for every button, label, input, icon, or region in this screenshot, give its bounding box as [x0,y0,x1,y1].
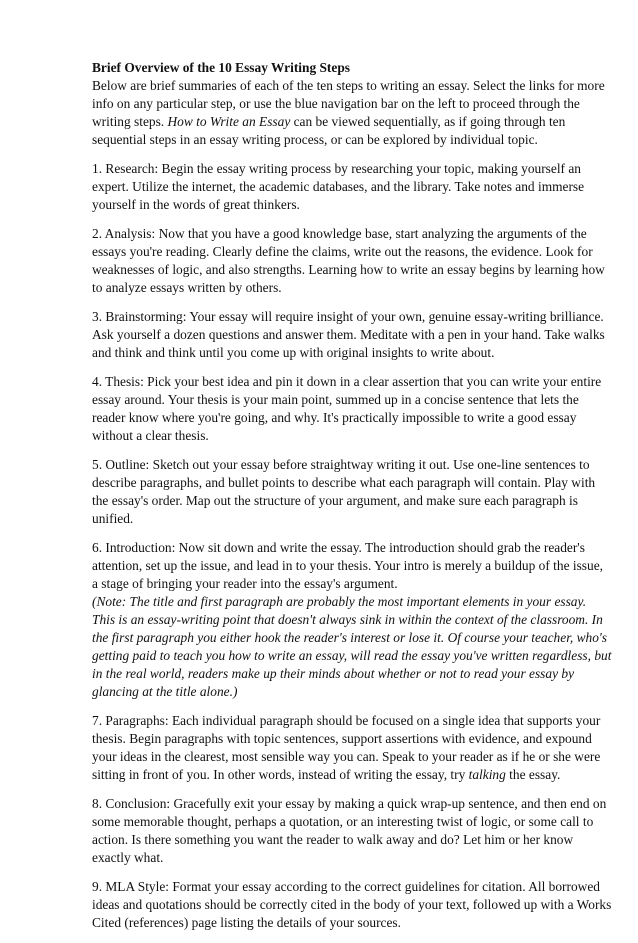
text-line: 7. Paragraphs: Each individual paragraph should be focused on a single idea that supports your [92,713,601,728]
note-line: This is an essay-writing point that doesn't always sink in within the context of the classroom. In [92,612,603,627]
text-line: describe paragraphs, and bullet points to describe what each paragraph will contain. Play with [92,475,596,490]
text-line: reader know where you're going, and why. It's practically impossible to write a good essay [92,410,577,425]
step-mla-style [92,878,612,932]
text-line: 8. Conclusion: Gracefully exit your essay by making a quick wrap-up sentence, and then end on [92,796,607,811]
note-line: getting paid to teach you how to write an essay, will read the essay you've written regardless, but [92,648,612,663]
text-line: expert. Utilize the internet, the academic databases, and the library. Take notes and immerse [92,179,585,194]
text-line: thesis. Begin paragraphs with topic sentences, support assertions with evidence, and expound [92,731,592,746]
note-line: glancing at the title alone.) [92,684,238,699]
text-line: 6. Introduction: Now sit down and write the essay. The introduction should grab the reader's [92,540,585,555]
text-line: Cited (references) page listing the details of your sources. [92,915,401,930]
intro-paragraph [92,77,612,149]
text-line: 2. Analysis: Now that you have a good knowledge base, start analyzing the arguments of the [92,226,587,241]
text-line: essay around. Your thesis is your main point, summed up in a concise sentence that lets the [92,392,579,407]
talking-emphasis: talking [468,767,506,782]
step-brainstorming [92,308,612,362]
step-thesis [92,373,612,445]
text-line [92,766,612,784]
text-line: attention, set up the issue, and lead in to your thesis. Your intro is merely a buildup of the issue, [92,558,604,573]
text-line: info on any particular step, or use the blue navigation bar on the left to proceed through the [92,96,580,111]
text-line: Ask yourself a dozen questions and answer them. Meditate with a pen in your hand. Take walks [92,327,605,342]
text-line: and think and think until you come up with original insights to write about. [92,345,495,360]
note-line: the first paragraph you either hook the reader's interest or lose it. Of course your teacher, who's [92,630,608,645]
text-line: a stage of bringing your reader into the essay's argument. [92,576,398,591]
text-line [92,113,612,131]
text-line: essays you're reading. Clearly define the claims, write out the reasons, the evidence. Look for [92,244,593,259]
text-fragment: can be viewed sequentially, as if going through ten [290,114,566,129]
step-paragraphs [92,712,612,784]
text-fragment: the essay. [505,767,561,782]
text-line: Below are brief summaries of each of the ten steps to writing an essay. Select the links for more [92,78,605,93]
text-line: action. Is there something you want the reader to walk away and do? Let him or her know [92,832,574,847]
text-line: 1. Research: Begin the essay writing process by researching your topic, making yourself an [92,161,581,176]
text-line: weaknesses of logic, and also strengths. Learning how to write an essay begins by learning how [92,262,605,277]
step-conclusion [92,795,612,867]
document-title: Brief Overview of the 10 Essay Writing Steps [92,60,350,75]
text-line: exactly what. [92,850,164,865]
step-analysis [92,225,612,297]
text-line: the essay's order. Map out the structure of your argument, and make sure each paragraph is [92,493,578,508]
step-outline [92,456,612,528]
text-line: some memorable thought, perhaps a quotation, or an interesting twist of logic, or some call to [92,814,594,829]
text-line: your ideas in the clearest, most sensible way you can. Speak to your reader as if he or she were [92,749,601,764]
step-research [92,160,612,214]
text-line: 5. Outline: Sketch out your essay before straightway writing it out. Use one-line sentences to [92,457,590,472]
document-page [92,59,612,943]
text-fragment: sitting in front of you. In other words, instead of writing the essay, try [92,767,469,782]
text-line: 3. Brainstorming: Your essay will require insight of your own, genuine essay-writing brilliance. [92,309,604,324]
book-title-emphasis: How to Write an Essay [167,114,291,129]
text-line: ideas and quotations should be correctly cited in the body of your text, followed up with a Works [92,897,612,912]
text-line: unified. [92,511,134,526]
note-line: in the real world, readers make up their minds about whether or not to read your essay by [92,666,575,681]
text-line: yourself in the words of great thinkers. [92,197,300,212]
text-line: 9. MLA Style: Format your essay according to the correct guidelines for citation. All borrowed [92,879,600,894]
step-introduction [92,539,612,701]
text-line: sequential steps in an essay writing process, or can be explored by individual topic. [92,132,538,147]
note-line: (Note: The title and first paragraph are probably the most important elements in your essay. [92,594,587,609]
text-line: without a clear thesis. [92,428,209,443]
text-fragment: writing steps. [92,114,168,129]
text-line: 4. Thesis: Pick your best idea and pin it down in a clear assertion that you can write your entire [92,374,602,389]
text-line: to analyze essays written by others. [92,280,282,295]
